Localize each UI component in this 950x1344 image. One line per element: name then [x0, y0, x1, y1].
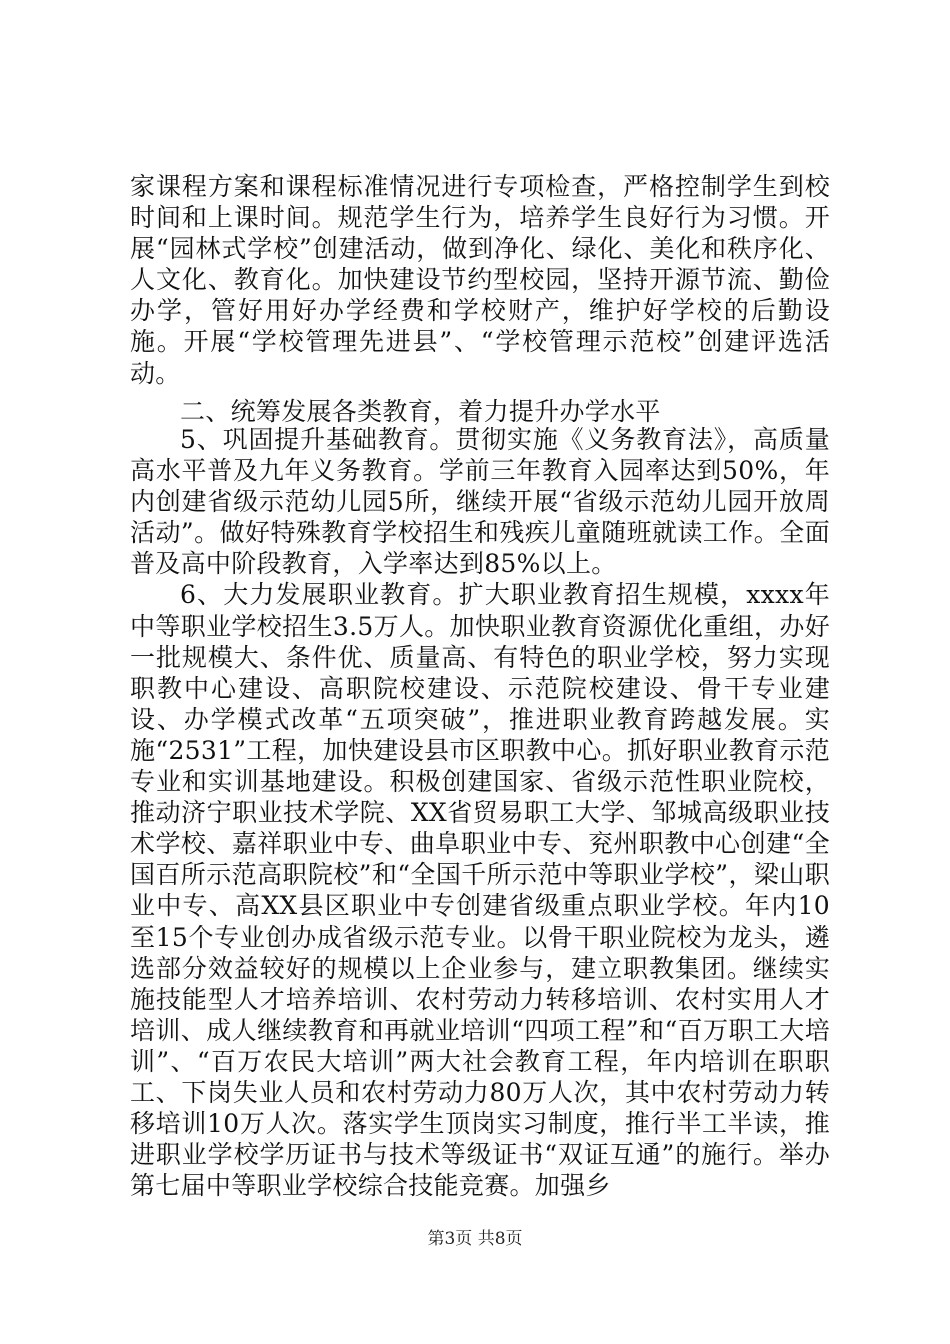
section-heading: 二、统筹发展各类教育，着力提升办学水平 — [180, 397, 661, 426]
paragraph-continuation: 家课程方案和课程标准情况进行专项检查，严格控制学生到校时间和上课时间。规范学生行为，培养学生良好行为习惯。开展“园林式学校”创建活动，做到净化、绿化、美化和秩序化、人文化、教育化。加快建设节约型校园，坚持开源节流、勤俭办学，管好用好办学经费和学校财产，维护好学校的后勤设施。开展“学校管理先进县”、“学校管理示范校”创建评选活动。 — [130, 172, 830, 388]
text-block-top — [130, 171, 830, 389]
page-number-footer: 第3页 共8页 — [427, 1229, 523, 1249]
text-block-main — [130, 424, 830, 1201]
paragraph-6: 6、大力发展职业教育。扩大职业教育招生规模，xxxx年中等职业学校招生3.5万人。加快职业教育资源优化重组，办好一批规模大、条件优、质量高、有特色的职业学校，努力实现职教中心建设、高职院校建设、示范院校建设、骨干专业建设、办学模式改革“五项突破”，推进职业教育跨越发展。实施“2531”工程，加快建设县市区职教中心。抓好职业教育示范专业和实训基地建设。积极创建国家、省级示范性职业院校，推动济宁职业技术学院、XX省贸易职工大学、邹城高级职业技术学校、嘉祥职业中专、曲阜职业中专、兖州职教中心创建“全国百所示范高职院校”和“全国千所示范中等职业学校”，梁山职业中专、高XX县区职业中专创建省级重点职业学校。年内10至15个专业创办成省级示范专业。以骨干职业院校为龙头，遴选部分效益较好的规模以上企业参与，建立职教集团。继续实施技能型人才培养培训、农村劳动力转移培训、农村实用人才培训、成人继续教育和再就业培训“四项工程”和“百万职工大培训”、“百万农民大培训”两大社会教育工程，年内培训在职职工、下岗失业人员和农村劳动力80万人次，其中农村劳动力转移培训10万人次。落实学生顶岗实习制度，推行半工半读，推进职业学校学历证书与技术等级证书“双证互通”的施行。举办第七届中等职业学校综合技能竞赛。加强乡 — [130, 580, 830, 1201]
paragraph-5: 5、巩固提升基础教育。贯彻实施《义务教育法》，高质量高水平普及九年义务教育。学前三年教育入园率达到50%，年内创建省级示范幼儿园5所，继续开展“省级示范幼儿园开放周活动”。做好特殊教育学校招生和残疾儿童随班就读工作。全面普及高中阶段教育，入学率达到85%以上。 — [130, 425, 830, 579]
